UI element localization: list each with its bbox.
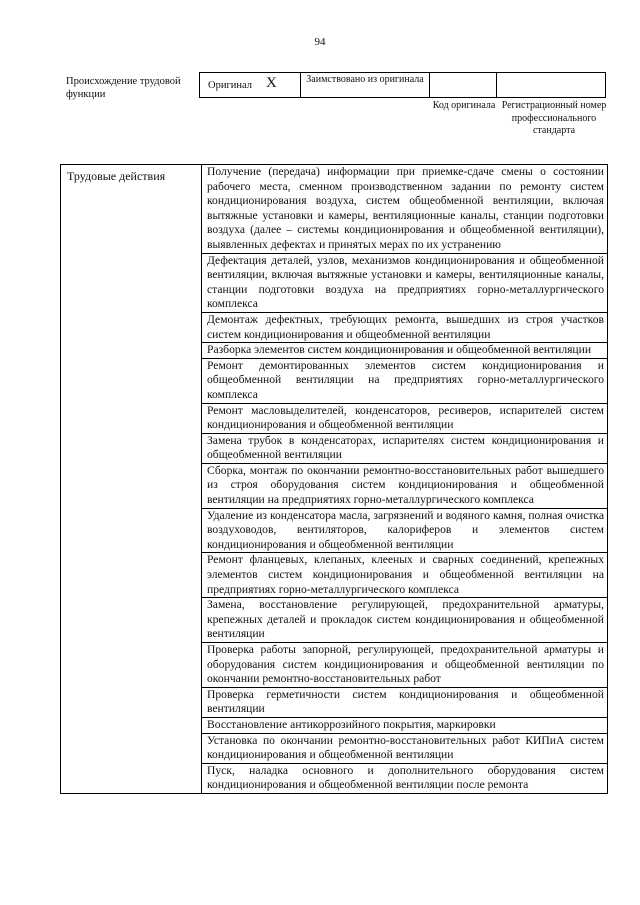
row-label: Трудовые действия (67, 169, 166, 183)
borrowed-cell (300, 72, 430, 98)
action-item: Получение (передача) информации при приемке-сдаче смены о состоянии рабочего места, сменном производственном задании по ремонту систем кондиционирования воздуха, систем общеобменной вентиляции, включая вытяжные установки и камеры, вентиляционные каналы, станции подготовки воздуха (далее – системы кондиционирования и общеобменной вентиляции), выявленных дефектах и принятых мерах по их устранению (202, 165, 607, 254)
action-item: Замена, восстановление регулирующей, предохранительной арматуры, крепежных деталей и прокладок систем кондиционирования и общеобменной вентиляции (202, 598, 607, 643)
page-number: 94 (314, 36, 326, 48)
action-item: Установка по окончании ремонтно-восстановительных работ КИПиА систем кондиционирования и общеобменной вентиляции (202, 734, 607, 764)
reg-number-caption: Регистрационный номер профессионального стандарта (501, 100, 607, 136)
original-cell (199, 72, 301, 98)
action-item: Демонтаж дефектных, требующих ремонта, вышедших из строя участков систем кондиционирования и общеобменной вентиляции (202, 313, 607, 343)
action-item: Сборка, монтаж по окончании ремонтно-восстановительных работ вышедшего из строя оборудования систем кондиционирования и общеобменной вентиляции на предприятиях горно-металлургического комплекса (202, 464, 607, 509)
action-item: Пуск, наладка основного и дополнительного оборудования систем кондиционирования и общеобменной вентиляции после ремонта (207, 763, 604, 792)
code-cell (429, 72, 497, 98)
borrowed-label: Заимствовано из оригинала (306, 74, 424, 85)
action-item: Удаление из конденсатора масла, загрязнений и водяного камня, полная очистка воздуховодов, вентиляторов, калориферов и элементов систем кондиционирования и общеобменной вентиляции (202, 509, 607, 554)
original-checkmark: X (266, 75, 277, 91)
action-item: Проверка герметичности систем кондиционирования и общеобменной вентиляции (202, 688, 607, 718)
labor-actions-table (60, 164, 608, 794)
action-item: Проверка работы запорной, регулирующей, предохранительной арматуры и оборудования систем кондиционирования и общеобменной вентиляции по окончании ремонтно-восстановительных работ (202, 643, 607, 688)
original-label: Оригинал (208, 80, 252, 91)
reg-number-cell (496, 72, 606, 98)
action-item: Разборка элементов систем кондиционирования и общеобменной вентиляции (202, 343, 607, 359)
origin-label: Происхождение трудовой функции (66, 76, 181, 100)
action-item: Замена трубок в конденсаторах, испарителях систем кондиционирования и общеобменной вентиляции (202, 434, 607, 464)
action-item: Восстановление антикоррозийного покрытия, маркировки (202, 718, 607, 734)
action-item: Ремонт масловыделителей, конденсаторов, ресиверов, испарителей систем кондиционирования и общеобменной вентиляции (202, 404, 607, 434)
code-caption: Код оригинала (432, 100, 496, 111)
action-item: Ремонт демонтированных элементов систем кондиционирования и общеобменной вентиляции на предприятиях горно-металлургического комплекса (202, 359, 607, 404)
action-item: Ремонт фланцевых, клепаных, клееных и сварных соединений, крепежных элементов систем кондиционирования и общеобменной вентиляции на предприятиях горно-металлургического комплекса (202, 553, 607, 598)
action-item: Дефектация деталей, узлов, механизмов кондиционирования и общеобменной вентиляции, включая вытяжные установки и камеры, вентиляционные каналы, станции подготовки воздуха на предприятиях горно-металлургического комплекса (202, 254, 607, 313)
actions-column (201, 165, 607, 793)
